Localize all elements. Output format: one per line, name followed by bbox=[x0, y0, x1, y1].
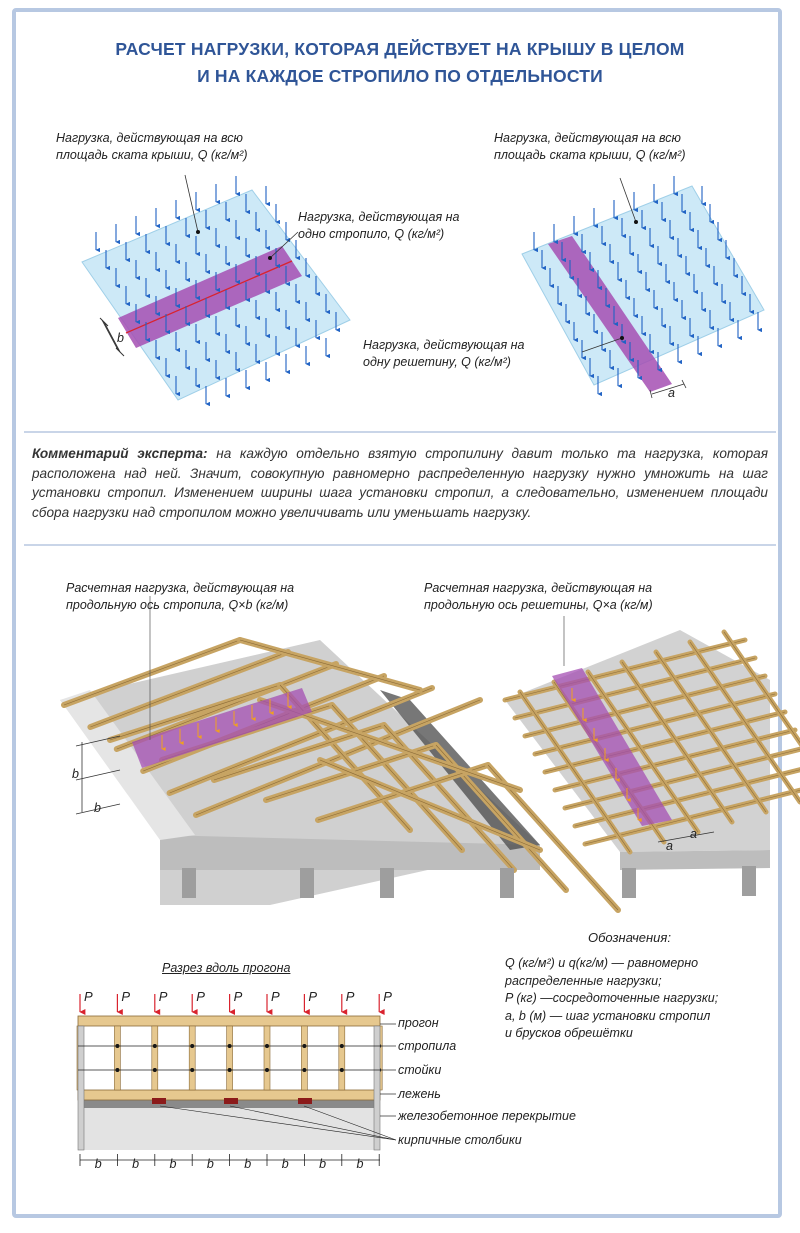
mr-label-2: продольную ось решетины, Q×a (кг/м) bbox=[424, 598, 653, 612]
dimension-label: b bbox=[281, 1157, 289, 1171]
page-title-line1: РАСЧЕТ НАГРУЗКИ, КОТОРАЯ ДЕЙСТВУЕТ НА КРЫШУ В ЦЕЛОМ bbox=[115, 39, 685, 59]
label-purlin: прогон bbox=[398, 1016, 439, 1030]
section-drawing bbox=[77, 994, 396, 1166]
comment-text: на каждую отдельно взятую стропилину давит только та нагрузка, которая расположена над ней. Значит, совокупную равномерно распределенную нагрузку нужно умножить на шаг установки стропил. Изменением ширины шага установки стропил, а следовательно, изменением площади сбора нагрузки над стропилом можно увеличивать или уменьшать нагрузку. bbox=[32, 446, 768, 520]
label-slab: железобетонное перекрытие bbox=[398, 1109, 576, 1123]
mid-right-roof bbox=[505, 616, 800, 898]
dimension-label: b bbox=[169, 1157, 177, 1171]
section-post bbox=[264, 1026, 270, 1090]
legend-line: a, b (м) — шаг установки стропил bbox=[505, 1008, 711, 1023]
load-label: P bbox=[345, 989, 355, 1004]
ml-label-1: Расчетная нагрузка, действующая на bbox=[66, 581, 295, 595]
tr-dim-label: a bbox=[668, 386, 675, 400]
page-title-line2: И НА КАЖДОЕ СТРОПИЛО ПО ОТДЕЛЬНОСТИ bbox=[197, 66, 603, 86]
tl-dim-label: b bbox=[117, 331, 124, 345]
legend-line: Q (кг/м²) и q(кг/м) — равномерно bbox=[505, 956, 699, 970]
load-label: P bbox=[271, 989, 280, 1004]
section-post bbox=[189, 1026, 195, 1090]
dimension-label: b bbox=[94, 1157, 102, 1171]
load-label: P bbox=[121, 989, 131, 1004]
load-label: P bbox=[84, 989, 93, 1004]
section-post bbox=[227, 1026, 233, 1090]
section-title: Разрез вдоль прогона bbox=[162, 961, 291, 975]
dimension-label: b bbox=[356, 1157, 364, 1171]
section-end-wall bbox=[78, 1026, 84, 1150]
tr-batten-label-1: Нагрузка, действующая на bbox=[363, 338, 525, 352]
dimension-label: b bbox=[319, 1157, 327, 1171]
section-post bbox=[114, 1026, 120, 1090]
expert-comment bbox=[32, 444, 768, 522]
label-posts: стойки bbox=[398, 1063, 442, 1077]
mr-label-1: Расчетная нагрузка, действующая на bbox=[424, 581, 653, 595]
tl-rafter-label-1: Нагрузка, действующая на bbox=[298, 210, 460, 224]
comment-lead: Комментарий эксперта: bbox=[32, 446, 208, 461]
tr-area-label-2: площадь ската крыши, Q (кг/м²) bbox=[494, 148, 686, 162]
legend-line: распределенные нагрузки; bbox=[505, 973, 662, 988]
load-label: P bbox=[158, 989, 168, 1004]
legend-line: и брусков обрешётки bbox=[505, 1026, 633, 1040]
section-post bbox=[301, 1026, 307, 1090]
mr-dim-1: a bbox=[666, 839, 673, 853]
legend bbox=[505, 955, 718, 1043]
ml-dim-2: b bbox=[94, 801, 101, 815]
label-rafters: стропила bbox=[398, 1039, 457, 1053]
dimension-label: b bbox=[206, 1157, 214, 1171]
mr-dim-2: a bbox=[690, 827, 697, 841]
section-end-wall bbox=[374, 1026, 380, 1150]
top-right-load-plane bbox=[522, 176, 764, 398]
legend-line: P (кг) —сосредоточенные нагрузки; bbox=[505, 991, 719, 1005]
load-label: P bbox=[383, 989, 392, 1004]
tl-area-label-2: площадь ската крыши, Q (кг/м²) bbox=[56, 148, 248, 162]
label-pillars: кирпичные столбики bbox=[398, 1133, 522, 1147]
legend-title: Обозначения: bbox=[588, 930, 671, 945]
load-label: P bbox=[196, 989, 205, 1004]
tr-area-label-1: Нагрузка, действующая на всю bbox=[494, 131, 681, 145]
dimension-label: b bbox=[132, 1157, 140, 1171]
section-post bbox=[152, 1026, 158, 1090]
dimension-label: b bbox=[244, 1157, 252, 1171]
tl-area-label-1: Нагрузка, действующая на всю bbox=[56, 131, 243, 145]
load-label: P bbox=[233, 989, 243, 1004]
ml-dim-1: b bbox=[72, 767, 79, 781]
ml-label-2: продольную ось стропила, Q×b (кг/м) bbox=[66, 598, 289, 612]
tl-rafter-label-2: одно стропило, Q (кг/м²) bbox=[298, 227, 445, 241]
load-label: P bbox=[308, 989, 318, 1004]
section-post bbox=[339, 1026, 345, 1090]
label-sill: лежень bbox=[398, 1087, 441, 1101]
tr-batten-label-2: одну решетину, Q (кг/м²) bbox=[363, 355, 511, 369]
